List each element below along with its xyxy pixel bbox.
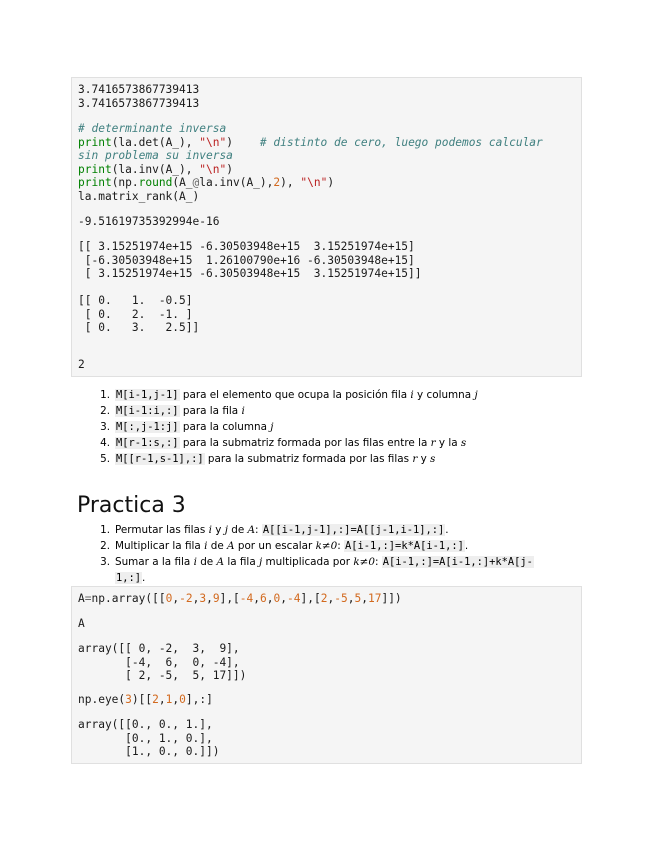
code-token: (la.inv(A_), bbox=[111, 162, 200, 176]
code-token: ) bbox=[226, 162, 233, 176]
list-number: 4. bbox=[100, 437, 110, 449]
code-token: 9 bbox=[212, 592, 220, 605]
code-token: 3 bbox=[125, 693, 132, 706]
inline-math: s bbox=[460, 437, 467, 449]
code-token: "\n" bbox=[300, 176, 328, 190]
inline-code: A[[i-1,j-1],:]=A[[j-1,i-1],:] bbox=[262, 524, 445, 536]
indexing-list bbox=[98, 387, 478, 467]
code-token: # determinante inversa bbox=[78, 122, 227, 135]
code-token: 5 bbox=[354, 592, 362, 605]
inline-math: r bbox=[430, 437, 436, 449]
code-token: 2 bbox=[273, 176, 281, 190]
code-token: 1 bbox=[165, 693, 173, 706]
code-token: , bbox=[192, 592, 200, 605]
list-item bbox=[98, 419, 478, 435]
code-token: , bbox=[206, 592, 213, 605]
code-token: ]]) bbox=[381, 592, 402, 605]
code-token: ],:] bbox=[185, 693, 213, 706]
list-text: para el elemento que ocupa la posición fila bbox=[179, 389, 411, 401]
output-norms: 3.7416573867739413 3.7416573867739413 bbox=[78, 83, 200, 110]
list-text: de bbox=[227, 524, 248, 536]
inline-code: M[i-1,j-1] bbox=[116, 389, 179, 401]
list-text: y bbox=[211, 524, 225, 536]
code-token: la.matrix_rank(A_) bbox=[78, 189, 200, 203]
inline-code: M[:,j-1:j] bbox=[116, 421, 179, 433]
list-item bbox=[98, 570, 534, 586]
list-item bbox=[98, 387, 478, 403]
code-token: # distinto de cero, luego podemos calcular bbox=[259, 135, 543, 149]
inline-math: s bbox=[430, 453, 436, 465]
code-token: (np. bbox=[111, 176, 139, 190]
output-eye: array([[0., 0., 1.], [0., 1., 0.], [1., 0., 0.]]) bbox=[78, 718, 220, 759]
inline-math: j bbox=[474, 389, 478, 401]
list-item bbox=[98, 451, 478, 467]
code-token: 6 bbox=[260, 592, 267, 605]
output-rounded-product: [[ 0. 1. -0.5] [ 0. 2. -1. ] [ 0. 3. 2.5]] bbox=[78, 294, 200, 335]
list-text: . bbox=[445, 524, 449, 536]
list-text: para la fila bbox=[179, 405, 242, 417]
code-token: np.array([[ bbox=[91, 592, 166, 605]
list-text: : bbox=[255, 524, 262, 536]
code-token: -4 bbox=[239, 592, 254, 605]
list-item bbox=[98, 522, 534, 538]
code-token: , bbox=[327, 592, 335, 605]
code-token: ],[ bbox=[300, 592, 321, 605]
inline-math: A bbox=[227, 540, 235, 552]
code-token: -5 bbox=[334, 592, 348, 605]
code-token: ],[ bbox=[219, 592, 240, 605]
inline-code: A[i-1,:]=k*A[i-1,:] bbox=[345, 540, 464, 552]
inline-math: j bbox=[224, 524, 228, 536]
list-text: de bbox=[196, 556, 217, 568]
list-number: 2. bbox=[100, 540, 110, 552]
code-token: , bbox=[280, 592, 288, 605]
output-inverse: [[ 3.15251974e+15 -6.30503948e+15 3.15251974e+15] [-6.30503948e+15 1.26100790e+16 -6.30503948e+15] [ 3.15251974e+15 -6.30503948e+15 3.15251974e+15]] bbox=[78, 240, 422, 281]
code-token: , bbox=[172, 693, 180, 706]
code-token: 0 bbox=[179, 693, 186, 706]
code-token: ) bbox=[327, 176, 335, 190]
list-text: : bbox=[337, 540, 345, 552]
list-text: la fila bbox=[224, 556, 259, 568]
code-token: , bbox=[361, 592, 368, 605]
code-token: la.inv(A_), bbox=[199, 176, 274, 190]
inline-code: M[[r-1,s-1],:] bbox=[116, 453, 204, 465]
list-number: 3. bbox=[100, 556, 110, 568]
list-text: . bbox=[464, 540, 469, 552]
list-text: Sumar a la fila bbox=[115, 556, 194, 568]
list-text: de bbox=[207, 540, 228, 552]
list-item bbox=[98, 435, 478, 451]
output-array-a: array([[ 0, -2, 3, 9], [-4, 6, 0, -4], [ 2, -5, 5, 17]]) bbox=[78, 642, 247, 683]
code-token: (la.det(A_), bbox=[111, 135, 200, 149]
list-number: 1. bbox=[100, 389, 110, 401]
code-token: 0 bbox=[165, 592, 173, 605]
code-token: , bbox=[172, 592, 180, 605]
inline-math: A bbox=[216, 556, 225, 568]
section-heading: Practica 3 bbox=[77, 493, 186, 518]
code-array-def[interactable] bbox=[78, 592, 402, 606]
code-token: , bbox=[253, 592, 261, 605]
list-number: 1. bbox=[100, 524, 110, 536]
list-item bbox=[98, 538, 534, 554]
code-token: 17 bbox=[367, 592, 382, 605]
code-token: @ bbox=[192, 176, 200, 190]
inline-code: A[i-1,:]=A[i-1,:]+k*A[j- bbox=[382, 556, 533, 568]
list-number: 3. bbox=[100, 421, 110, 433]
code-token: "\n" bbox=[199, 162, 227, 176]
code-token: (A_ bbox=[172, 176, 193, 190]
code-token: ), bbox=[280, 176, 301, 190]
code-token: "\n" bbox=[199, 135, 227, 149]
inline-math: i bbox=[241, 405, 245, 417]
list-text: : bbox=[374, 556, 382, 568]
inline-code: 1,:] bbox=[116, 572, 142, 584]
inline-code: M[i-1:i,:] bbox=[116, 405, 179, 417]
output-det: -9.51619735392994e-16 bbox=[78, 215, 220, 228]
code-token: 2 bbox=[320, 592, 328, 605]
code-token: np.eye( bbox=[78, 693, 126, 706]
inline-math: i bbox=[208, 524, 212, 536]
code-cell-array[interactable] bbox=[71, 586, 582, 764]
inline-math: i bbox=[193, 556, 197, 568]
list-number: 2. bbox=[100, 405, 110, 417]
code-token: , bbox=[347, 592, 355, 605]
code-token: = bbox=[84, 592, 92, 605]
list-text: para la submatriz formada por las filas bbox=[204, 453, 413, 465]
code-token: ) bbox=[226, 135, 260, 149]
list-text: y la bbox=[435, 437, 461, 449]
code-token: -2 bbox=[179, 592, 193, 605]
list-number: 5. bbox=[100, 453, 110, 465]
inline-math: i bbox=[410, 389, 414, 401]
code-token: round bbox=[138, 176, 173, 190]
code-input[interactable] bbox=[78, 122, 543, 204]
output-rank: 2 bbox=[78, 358, 85, 371]
inline-math: k≠0 bbox=[315, 540, 338, 552]
list-item bbox=[98, 554, 534, 570]
inline-math: j bbox=[270, 421, 274, 433]
list-text: por un escalar bbox=[234, 540, 316, 552]
inline-math: j bbox=[259, 556, 263, 568]
list-text: y columna bbox=[413, 389, 475, 401]
row-operations-list bbox=[98, 522, 534, 586]
code-token: print bbox=[78, 135, 112, 149]
code-eye[interactable] bbox=[78, 693, 213, 707]
inline-math: A bbox=[247, 524, 256, 536]
inline-math: k≠0 bbox=[353, 556, 375, 568]
list-text: multiplicada por bbox=[262, 556, 354, 568]
code-cell-determinant[interactable] bbox=[71, 77, 582, 377]
code-token: 2 bbox=[152, 693, 159, 706]
code-token: sin problema su inversa bbox=[78, 149, 233, 163]
inline-math: r bbox=[412, 453, 418, 465]
code-token: 0 bbox=[273, 592, 281, 605]
code-token: -4 bbox=[287, 592, 301, 605]
list-text: Permutar las filas bbox=[115, 524, 209, 536]
list-item bbox=[98, 403, 478, 419]
inline-math: i bbox=[204, 540, 208, 552]
list-text: . bbox=[142, 572, 146, 584]
code-token: A bbox=[78, 592, 85, 605]
code-token: 3 bbox=[199, 592, 207, 605]
code-token: print bbox=[78, 176, 112, 190]
code-token: print bbox=[78, 162, 112, 176]
code-show-a[interactable]: A bbox=[78, 617, 85, 630]
list-text: y bbox=[417, 453, 431, 465]
list-text: para la submatriz formada por las filas entre la bbox=[179, 437, 431, 449]
list-text: para la columna bbox=[179, 421, 271, 433]
inline-code: M[r-1:s,:] bbox=[116, 437, 179, 449]
code-token: , bbox=[266, 592, 274, 605]
code-token: , bbox=[158, 693, 166, 706]
code-token: )[[ bbox=[131, 693, 153, 706]
list-text: Multiplicar la fila bbox=[115, 540, 205, 552]
